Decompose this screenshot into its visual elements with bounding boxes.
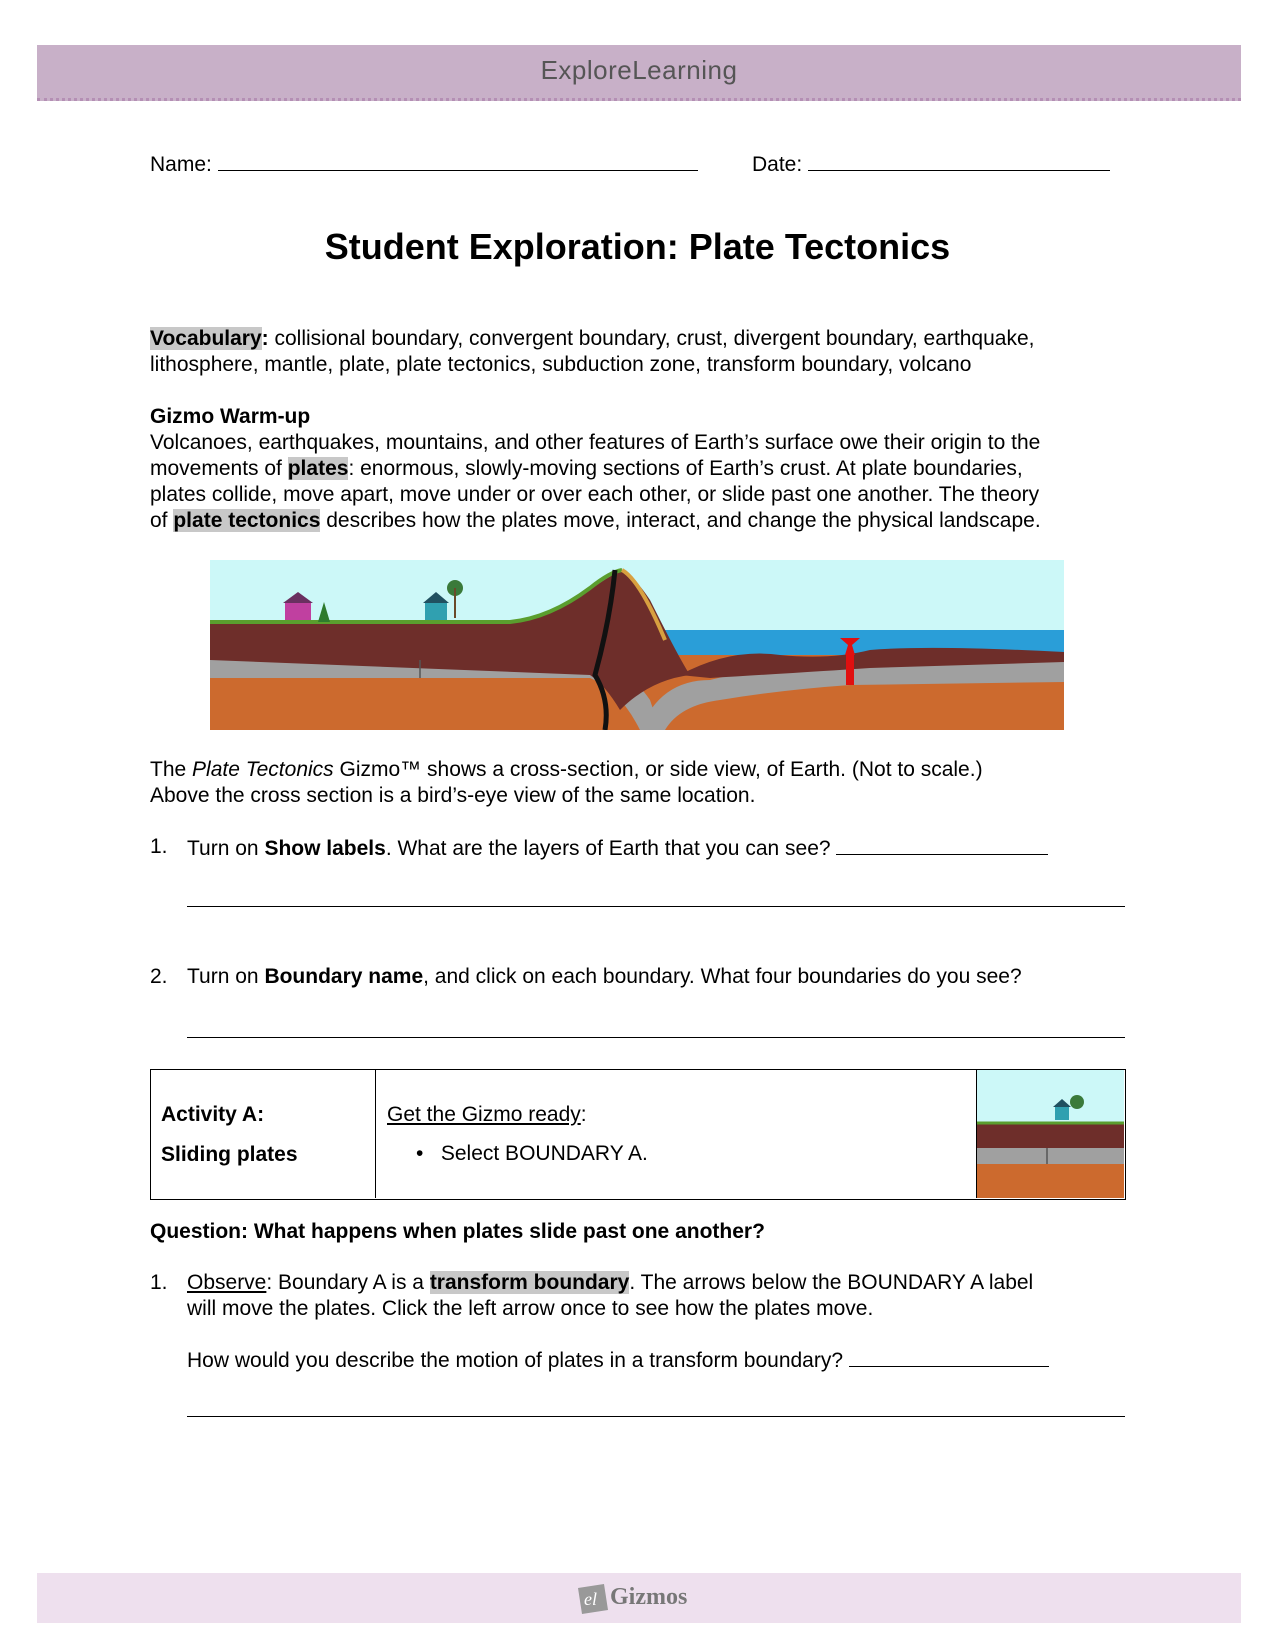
answer-line[interactable] [187,1037,1125,1038]
header-band [37,45,1241,101]
gizmos-logo-text: Gizmos [610,1584,688,1610]
warmup-line-4 [150,508,1140,534]
activity-label: Activity A: [161,1103,265,1126]
svg-text:el: el [584,1589,597,1609]
vocabulary-colon: : [261,327,269,350]
ready-heading [387,1102,587,1128]
vocabulary-label: Vocabulary [150,327,262,350]
vocabulary-terms-1: collisional boundary, convergent boundary, crust, divergent boundary, earthquake, [268,327,1035,350]
show-labels-term: Show labels [264,837,386,860]
warmup-line-2-post: : enormous, slowly-moving sections of Earth’s crust. At plate boundaries, [348,457,1023,480]
observe-post: . The arrows below the BOUNDARY A label [629,1271,1034,1294]
ready-heading-text: Get the Gizmo ready [387,1103,581,1126]
gizmos-logo [574,1580,704,1616]
name-label: Name: [150,153,212,176]
name-input-line[interactable] [218,150,698,171]
question-1-number: 1. [150,835,168,858]
ready-colon: : [580,1103,587,1126]
name-field [150,150,698,178]
bullet-item [416,1141,648,1167]
gizmo-name: Plate Tectonics [192,758,334,781]
vocabulary-section [150,326,1130,378]
question-a: Question: What happens when plates slide past one another? [150,1220,765,1243]
gizmo-intro [150,757,1140,809]
observe-number: 1. [150,1271,168,1294]
question-2-number: 2. [150,965,168,988]
explorelearning-logo: ExploreLearning [540,55,738,85]
warmup-line-2-pre: movements of [150,457,288,480]
bullet-text: Select BOUNDARY A. [440,1142,648,1165]
warmup-line-2 [150,456,1140,482]
observe-followup [187,1346,1125,1374]
warmup-line-3: plates collide, move apart, move under or over each other, or slide past one another. The theory [150,483,1040,506]
observe-followup-text: How would you describe the motion of plates in a transform boundary? [187,1349,844,1372]
question-1-pre: Turn on [187,837,265,860]
warmup-section [150,404,1140,534]
warmup-heading: Gizmo Warm-up [150,405,311,428]
gizmos-logo-icon [574,1580,614,1616]
warmup-line-4-pre: of [150,509,174,532]
question-2 [150,964,1125,990]
warmup-line-1: Volcanoes, earthquakes, mountains, and other features of Earth’s surface owe their origin to the [150,431,1041,454]
question-1 [150,834,1125,862]
vocabulary-terms-2: lithosphere, mantle, plate, plate tectonics, subduction zone, transform boundary, volcano [150,353,972,376]
gizmo-intro-line-1 [150,757,1140,783]
boundary-a-thumbnail [977,1070,1124,1198]
activity-box [150,1069,1126,1200]
date-label: Date: [752,153,803,176]
observe-line-1 [187,1270,1125,1296]
question-2-pre: Turn on [187,965,265,988]
observe-line-2: will move the plates. Click the left arrow once to see how the plates move. [187,1297,874,1320]
plates-term: plates [287,457,349,480]
transform-boundary-term: transform boundary [429,1271,630,1294]
activity-instructions-cell [376,1070,977,1198]
warmup-line-4-post: describes how the plates move, interact, and change the physical landscape. [320,509,1041,532]
boundary-name-term: Boundary name [264,965,424,988]
observe-label: Observe [187,1271,267,1294]
date-input-line[interactable] [808,150,1110,171]
date-field [752,150,1110,178]
observe-question [150,1270,1125,1374]
activity-label-cell [151,1070,376,1198]
gizmo-intro-line-2: Above the cross section is a bird’s-eye view of the same location. [150,784,756,807]
question-1-post: . What are the layers of Earth that you can see? [385,837,831,860]
observe-pre: : Boundary A is a [266,1271,430,1294]
question-2-post: , and click on each boundary. What four boundaries do you see? [423,965,1022,988]
activity-subtitle: Sliding plates [161,1143,298,1166]
intro-post: Gizmo™ shows a cross-section, or side view, of Earth. (Not to scale.) [333,758,983,781]
answer-line[interactable] [849,1346,1049,1367]
plate-tectonics-term: plate tectonics [173,509,321,532]
cross-section-illustration [210,560,1064,730]
intro-pre: The [150,758,193,781]
answer-line[interactable] [836,834,1048,855]
answer-line[interactable] [187,1416,1125,1417]
page-title: Student Exploration: Plate Tectonics [324,226,951,267]
bullet-icon: • [416,1142,441,1165]
answer-line[interactable] [187,906,1125,907]
